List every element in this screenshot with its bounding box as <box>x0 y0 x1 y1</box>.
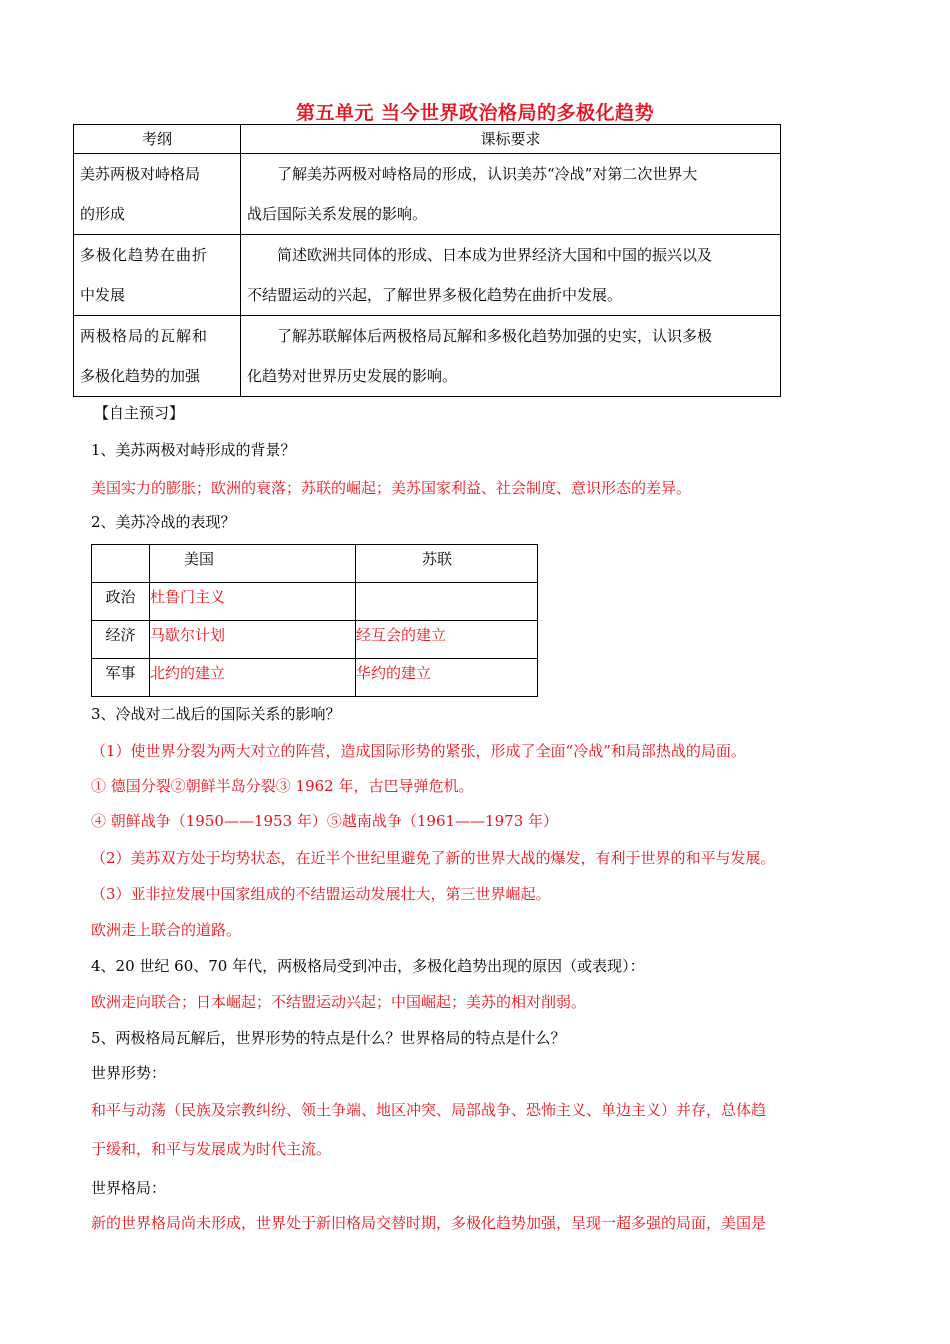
requirement-line: 了解苏联解体后两极格局瓦解和多极化趋势加强的史实，认识多极 <box>277 327 713 345</box>
row-label: 经济 <box>92 621 150 659</box>
outline-row <box>74 316 781 397</box>
outline-table <box>73 124 781 397</box>
question-2: 2、美苏冷战的表现？ <box>91 513 236 531</box>
su-cell: 经互会的建立 <box>356 621 538 659</box>
requirement-line: 化趋势对世界历史发展的影响。 <box>247 367 458 385</box>
question-3: 3、冷战对二战后的国际关系的影响？ <box>91 705 341 723</box>
question-1: 1、美苏两极对峙形成的背景？ <box>91 441 296 459</box>
header-requirement: 课标要求 <box>241 125 781 154</box>
answer-3-line: （2）美苏双方处于均势状态，在近半个世纪里避免了新的世界大战的爆发，有利于世界的和平与发展。 <box>91 849 776 867</box>
topic-cell <box>74 316 241 397</box>
question-4: 4、20 世纪 60、70 年代，两极格局受到冲击，多极化趋势出现的原因（或表现）： <box>91 957 645 975</box>
outline-header-row <box>74 125 781 154</box>
header-syllabus: 考纲 <box>74 125 241 154</box>
outline-row <box>74 235 781 316</box>
answer-3-line: （3）亚非拉发展中国家组成的不结盟运动发展壮大，第三世界崛起。 <box>91 885 551 903</box>
topic-line: 美苏两极对峙格局 <box>80 165 201 183</box>
topic-line: 两极格局的瓦解和 <box>80 327 209 345</box>
requirement-cell <box>241 235 781 316</box>
us-cell: 北约的建立 <box>150 659 356 697</box>
requirement-line: 不结盟运动的兴起，了解世界多极化趋势在曲折中发展。 <box>247 286 623 304</box>
answer-4: 欧洲走向联合；日本崛起；不结盟运动兴起；中国崛起；美苏的相对削弱。 <box>91 993 587 1011</box>
cold-war-header-row <box>92 545 538 583</box>
requirement-line: 战后国际关系发展的影响。 <box>247 205 428 223</box>
outline-row <box>74 154 781 235</box>
us-cell: 杜鲁门主义 <box>150 583 356 621</box>
answer-3-line: （1）使世界分裂为两大对立的阵营，造成国际形势的紧张，形成了全面“冷战”和局部热战的局面。 <box>91 742 746 760</box>
situation-answer-line: 于缓和，和平与发展成为时代主流。 <box>91 1140 332 1158</box>
requirement-cell <box>241 316 781 397</box>
pattern-answer-line: 新的世界格局尚未形成，世界处于新旧格局交替时期，多极化趋势加强，呈现一超多强的局面，美国是 <box>91 1214 767 1232</box>
cold-war-header-us: 美国 <box>150 545 356 583</box>
su-cell <box>356 583 538 621</box>
cold-war-row <box>92 583 538 621</box>
requirement-line: 了解美苏两极对峙格局的形成，认识美苏“冷战”对第二次世界大 <box>277 165 698 183</box>
cold-war-header-blank <box>92 545 150 583</box>
cold-war-row <box>92 659 538 697</box>
topic-cell <box>74 154 241 235</box>
situation-label: 世界形势： <box>91 1064 167 1082</box>
topic-cell <box>74 235 241 316</box>
us-cell: 马歇尔计划 <box>150 621 356 659</box>
section-label: 【自主预习】 <box>94 404 185 422</box>
row-label: 政治 <box>92 583 150 621</box>
topic-line: 多极化趋势的加强 <box>80 367 201 385</box>
answer-3-line: 欧洲走上联合的道路。 <box>91 921 242 939</box>
situation-answer-line: 和平与动荡（民族及宗教纠纷、领土争端、地区冲突、局部战争、恐怖主义、单边主义）并存，总体趋 <box>91 1101 767 1119</box>
su-cell: 华约的建立 <box>356 659 538 697</box>
cold-war-row <box>92 621 538 659</box>
answer-3-line: ④ 朝鲜战争（1950——1953 年）⑤越南战争（1961——1973 年） <box>91 812 559 830</box>
topic-line: 的形成 <box>80 205 126 223</box>
topic-line: 多极化趋势在曲折 <box>80 246 209 264</box>
page-title: 第五单元 当今世界政治格局的多极化趋势 <box>295 102 655 124</box>
requirement-cell <box>241 154 781 235</box>
pattern-label: 世界格局： <box>91 1179 167 1197</box>
requirement-line: 简述欧洲共同体的形成、日本成为世界经济大国和中国的振兴以及 <box>277 246 713 264</box>
topic-line: 中发展 <box>80 286 126 304</box>
question-5: 5、两极格局瓦解后，世界形势的特点是什么？世界格局的特点是什么？ <box>91 1029 566 1047</box>
row-label: 军事 <box>92 659 150 697</box>
cold-war-header-su: 苏联 <box>356 545 538 583</box>
answer-1: 美国实力的膨胀；欧洲的衰落；苏联的崛起；美苏国家利益、社会制度、意识形态的差异。 <box>91 479 692 497</box>
answer-3-line: ① 德国分裂②朝鲜半岛分裂③ 1962 年，古巴导弹危机。 <box>91 777 474 795</box>
cold-war-table <box>91 544 538 697</box>
